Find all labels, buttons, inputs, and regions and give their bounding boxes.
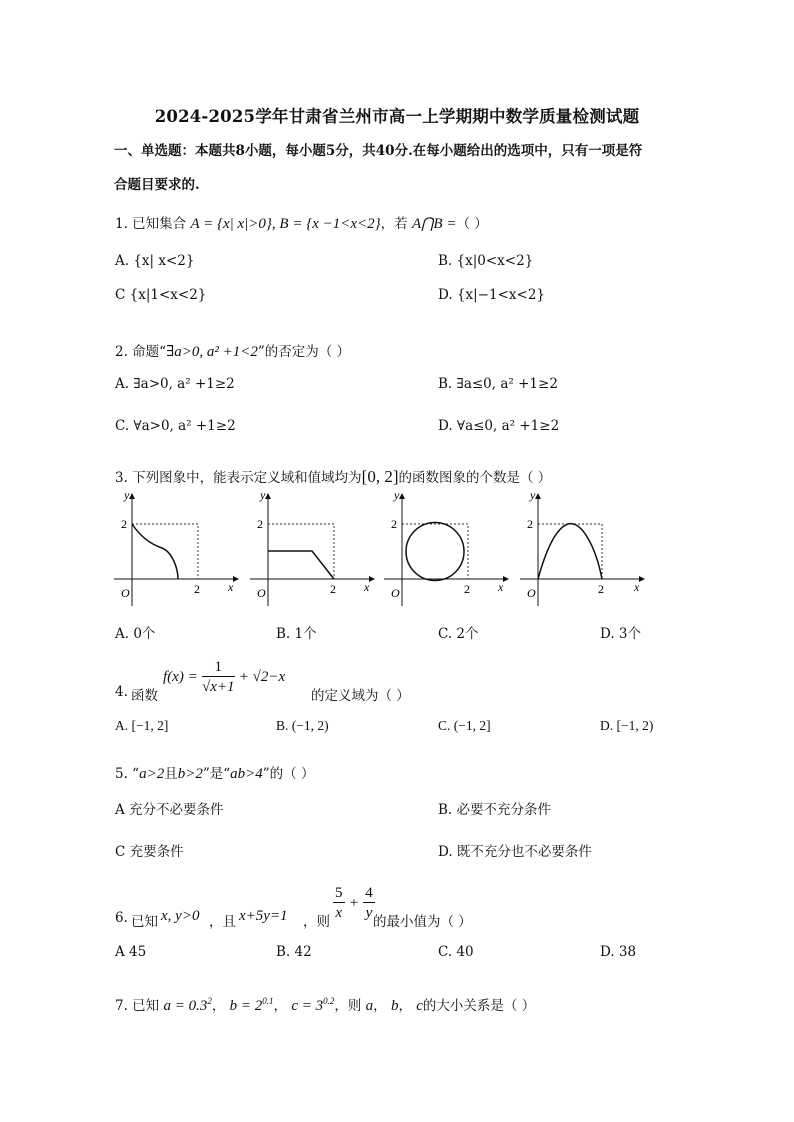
q2-option-c[interactable]: C. ∀a>0, a² +1≥2 — [115, 418, 236, 434]
q2-option-d[interactable]: D. ∀a≤0, a² +1≥2 — [438, 418, 560, 434]
graph-4-y-tick: 2 — [527, 517, 533, 531]
section-heading-line2: 合题目要求的. — [114, 177, 200, 193]
q1-option-c[interactable]: C {x|1<x<2} — [115, 287, 207, 303]
q1-option-d[interactable]: D. {x|−1<x<2} — [438, 287, 545, 303]
graph-2-y-label: y — [260, 488, 266, 502]
graph-3-x-tick: 2 — [464, 582, 470, 596]
q6-option-a[interactable]: A 45 — [115, 944, 147, 960]
graph-3-y-tick: 2 — [391, 517, 397, 531]
q1-option-a[interactable]: A. {x| x<2} — [115, 253, 195, 269]
page-title: 2024-2025学年甘肃省兰州市高一上学期期中数学质量检测试题 — [154, 107, 640, 126]
question-7: 7. 已知 $a = 0.3^2$， $b = 2^{0.1}$， $c = 3^{0.2}$，则 a， b， c的大小关系是（ ） — [115, 996, 536, 1014]
q3-option-a[interactable]: A. 0个 — [115, 626, 156, 642]
q2-option-b[interactable]: B. ∃a≤0, a² +1≥2 — [438, 376, 558, 392]
graph-1 — [114, 488, 238, 606]
graph-3 — [384, 488, 508, 606]
q2-option-a[interactable]: A. ∃a>0, a² +1≥2 — [115, 376, 235, 392]
q3-option-b[interactable]: B. 1个 — [276, 626, 317, 642]
q4-option-c[interactable]: C. (−1, 2] — [438, 718, 491, 733]
q5-option-b[interactable]: B. 必要不充分条件 — [438, 802, 552, 818]
graph-2-x-tick: 2 — [330, 582, 336, 596]
question-1: 1. 已知集合 A = {x| x|>0}, B = {x −1<x<2}，若 A⋂B =（ ） — [115, 216, 488, 232]
q2-proposition: ∃a>0, a² +1<2 — [166, 344, 258, 360]
q4-option-a[interactable]: A. [−1, 2] — [115, 718, 169, 733]
q6-expression: $\frac{5}{x}$ + $\frac{4}{y}$ — [335, 885, 373, 921]
graph-4-x-tick: 2 — [598, 582, 604, 596]
q4-option-d[interactable]: D. [−1, 2) — [600, 718, 654, 733]
graph-3-x-label: x — [498, 580, 504, 594]
q1-option-b[interactable]: B. {x|0<x<2} — [438, 253, 534, 269]
q3-graphs — [110, 488, 650, 608]
graph-1-y-tick: 2 — [121, 517, 127, 531]
q6-option-d[interactable]: D. 38 — [600, 944, 637, 960]
q6-option-b[interactable]: B. 42 — [276, 944, 312, 960]
graph-1-origin: O — [121, 586, 130, 600]
graph-2 — [250, 488, 374, 606]
q6-option-c[interactable]: C. 40 — [438, 944, 474, 960]
q3-option-d[interactable]: D. 3个 — [600, 626, 642, 642]
graph-4-x-label: x — [634, 580, 640, 594]
graph-4 — [520, 488, 644, 606]
section-heading-line1: 一、单选题：本题共8小题，每小题5分，共40分.在每小题给出的选项中，只有一项是符 — [114, 143, 643, 159]
exam-page: 2024-2025学年甘肃省兰州市高一上学期期中数学质量检测试题 一、单选题：本题共8小题，每小题5分，共40分.在每小题给出的选项中，只有一项是符 合题目要求的. 1. 已知集合 A = {x| x|>0}, B = {x −1<x<2}，若 A⋂B =（ ） A. {x| x<2} B. {x|0<x<2} C {x|1<x<2} D. {x|−1<x<2} 2. 命题“∃a>0, a² +1<2”的否定为（ ） A. ∃a>0, a² +1≥2 B. ∃a≤0, a² +1≥2 C. ∀a>0, a² +1≥2 D. ∀a≤0, a² +1≥2 3. 下列图象中，能表示定义域和值域均为[0, 2]的函数图象的个数是（ ） 2 2 O x y 2 2 O x y 2 2 O x y 2 2 O x y A. 0个 B. 1个 C. 2个 D. 3个 4. 函数 f(x) = $\frac{1}{√x+1}$ + √2−x 的定义域为（ ） A. [−1, 2] B. (−1, 2) C. (−1, 2] D. [−1, 2) 5. “a>2且b>2”是“ab>4”的（ ） A 充分不必要条件 B. 必要不充分条件 C 充要条件 D. 既不充分也不必要条件 6. 已知 x, y>0 ，且 x+5y=1 ，则 $\frac{5}{x}$ + $\frac{4}{y}$ 的最小值为（ ） A 45 B. 42 C. 40 D. 38 7. 已知 $a = 0.3^2$， $b = 2^{0.1}$， $c = 3^{0.2}$，则 a， b， c的大小关系是（ ） — [0, 0, 794, 1122]
graph-1-x-tick: 2 — [194, 582, 200, 596]
q5-option-c[interactable]: C 充要条件 — [115, 844, 184, 860]
graph-4-origin: O — [527, 586, 536, 600]
q1-sets: A = {x| x|>0}, B = {x −1<x<2} — [190, 216, 381, 232]
graph-3-y-label: y — [394, 488, 400, 502]
question-3: 3. 下列图象中，能表示定义域和值域均为[0, 2]的函数图象的个数是（ ） — [115, 467, 552, 486]
q1-intersection: A⋂B = — [411, 216, 457, 232]
question-2: 2. 命题“∃a>0, a² +1<2”的否定为（ ） — [115, 344, 351, 360]
q5-option-d[interactable]: D. 既不充分也不必要条件 — [438, 844, 592, 860]
graph-4-y-label: y — [530, 488, 536, 502]
graph-2-y-tick: 2 — [257, 517, 263, 531]
graph-2-origin: O — [257, 586, 266, 600]
q4-function: f(x) = $\frac{1}{√x+1}$ + √2−x — [163, 659, 286, 695]
graph-2-x-label: x — [364, 580, 370, 594]
graph-3-origin: O — [391, 586, 400, 600]
graph-1-x-label: x — [228, 580, 234, 594]
q3-interval: [0, 2] — [361, 467, 399, 486]
graph-1-y-label: y — [124, 488, 130, 502]
question-5: 5. “a>2且b>2”是“ab>4”的（ ） — [115, 766, 315, 782]
q3-option-c[interactable]: C. 2个 — [438, 626, 479, 642]
q5-option-a[interactable]: A 充分不必要条件 — [115, 802, 224, 818]
q4-option-b[interactable]: B. (−1, 2) — [276, 718, 329, 733]
